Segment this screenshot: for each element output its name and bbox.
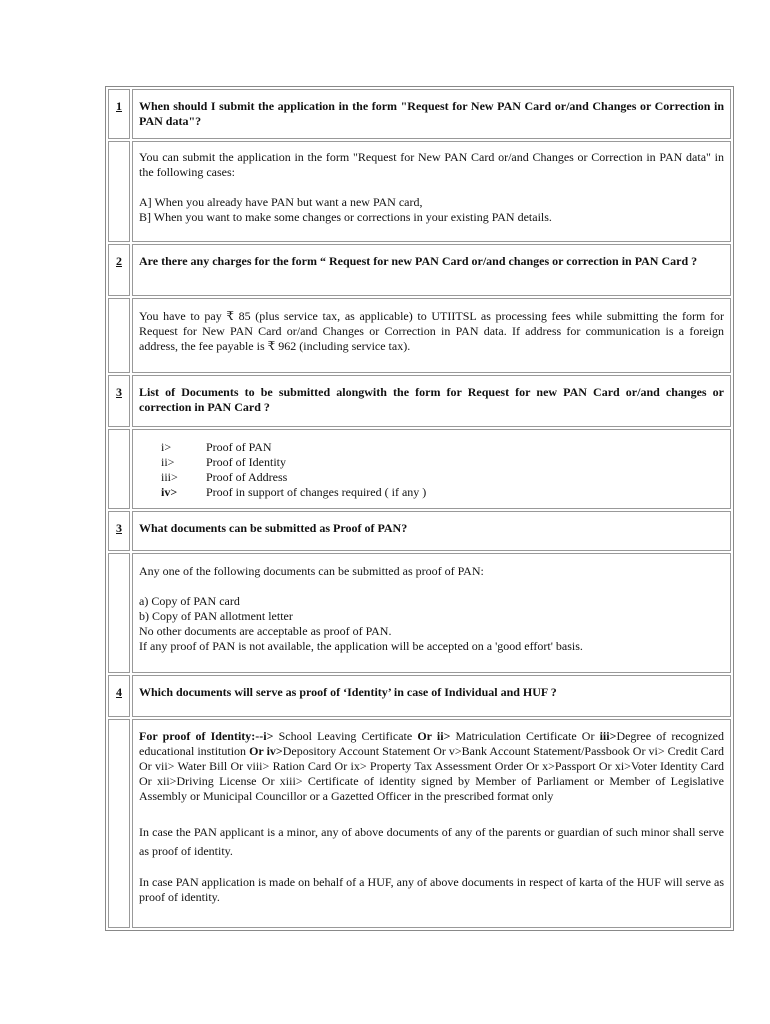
answer-cell xyxy=(132,298,731,373)
question-number: 3 xyxy=(108,511,130,551)
list-item xyxy=(161,470,426,485)
text: School Leaving Certificate xyxy=(273,729,418,743)
faq-row-answer-3 xyxy=(108,429,731,509)
faq-row-question-4 xyxy=(108,675,731,717)
faq-table xyxy=(105,86,734,931)
faq-row-question-3 xyxy=(108,375,731,427)
bold-text: iii> xyxy=(599,729,617,743)
list-item-number: iii> xyxy=(161,470,178,484)
empty-cell xyxy=(108,429,130,509)
faq-row-question-3b xyxy=(108,511,731,551)
list-item-number: i> xyxy=(161,440,172,454)
answer-text: You can submit the application in the form "Request for New PAN Card or/and Changes or Correction in PAN data" in the following cases: xyxy=(139,150,724,179)
document-list xyxy=(161,440,426,500)
answer-text xyxy=(139,729,724,804)
faq-row-answer-1 xyxy=(108,141,731,242)
answer-text: a) Copy of PAN card xyxy=(139,594,240,608)
bold-text: Or iv> xyxy=(249,744,283,758)
bold-text: For proof of Identity:--i> xyxy=(139,729,274,743)
answer-text: Any one of the following documents can be submitted as proof of PAN: xyxy=(139,564,484,578)
list-item xyxy=(161,455,426,470)
question-text: What documents can be submitted as Proof of PAN? xyxy=(132,511,731,551)
empty-cell xyxy=(108,141,130,242)
text: Depository Account Statement Or v>Bank Account Statement/Passbook Or vi> Credit Card Or vii> Water Bill Or viii> Ration Card Or ix> Property Tax Assessment Order Or x>Passport Or xi>Voter Identity Card Or xii>Driving License Or xiii> Certificate of identity signed by Member of Parliament or Member of Legislative Assembly or Municipal Councillor or a Gazetted Officer in the prescribed format only xyxy=(139,744,724,803)
list-item-text: Proof of Address xyxy=(206,470,288,484)
question-number: 4 xyxy=(108,675,130,717)
faq-row-question-1 xyxy=(108,89,731,139)
answer-cell xyxy=(132,141,731,242)
list-item-text: Proof in support of changes required ( if any ) xyxy=(206,485,427,499)
list-item-text: Proof of Identity xyxy=(206,455,286,469)
bold-text: Or ii> xyxy=(417,729,451,743)
question-number: 3 xyxy=(108,375,130,427)
answer-text: You have to pay ₹ 85 (plus service tax, as applicable) to UTIITSL as processing fees while submitting the form for Request for New PAN Card or/and Changes or Correction in PAN data. If address for communication is a foreign address, the fee payable is ₹ 962 (including service tax). xyxy=(139,309,724,353)
faq-row-answer-3b xyxy=(108,553,731,673)
empty-cell xyxy=(108,719,130,928)
faq-row-answer-4 xyxy=(108,719,731,928)
question-number: 1 xyxy=(108,89,130,139)
text: Degree of recognized educational institution xyxy=(139,729,724,758)
question-text: Which documents will serve as proof of ‘Identity’ in case of Individual and HUF ? xyxy=(132,675,731,717)
answer-text: In case the PAN applicant is a minor, any of above documents of any of the parents or guardian of such minor shall serve as proof of identity. xyxy=(139,825,724,858)
list-item xyxy=(161,485,426,500)
faq-row-question-2 xyxy=(108,244,731,296)
answer-text: b) Copy of PAN allotment letter xyxy=(139,609,293,623)
answer-text: B] When you want to make some changes or corrections in your existing PAN details. xyxy=(139,210,552,224)
question-text: Are there any charges for the form “ Request for new PAN Card or/and changes or correction in PAN Card ? xyxy=(132,244,731,296)
empty-cell xyxy=(108,553,130,673)
faq-row-answer-2 xyxy=(108,298,731,373)
list-item-number: ii> xyxy=(161,455,175,469)
answer-cell xyxy=(132,719,731,928)
text: Matriculation Certificate Or xyxy=(450,729,600,743)
question-text: List of Documents to be submitted alongwith the form for Request for new PAN Card or/and changes or correction in PAN Card ? xyxy=(132,375,731,427)
question-number: 2 xyxy=(108,244,130,296)
empty-cell xyxy=(108,298,130,373)
list-item-text: Proof of PAN xyxy=(206,440,272,454)
answer-text: A] When you already have PAN but want a new PAN card, xyxy=(139,195,423,209)
answer-text: If any proof of PAN is not available, the application will be accepted on a 'good effort' basis. xyxy=(139,639,583,653)
list-item xyxy=(161,440,426,455)
answer-cell xyxy=(132,553,731,673)
answer-cell xyxy=(132,429,731,509)
list-item-number: iv> xyxy=(161,485,178,499)
answer-text: In case PAN application is made on behalf of a HUF, any of above documents in respect of karta of the HUF will serve as proof of identity. xyxy=(139,875,724,904)
answer-text: No other documents are acceptable as proof of PAN. xyxy=(139,624,392,638)
question-text: When should I submit the application in the form "Request for New PAN Card or/and Changes or Correction in PAN data"? xyxy=(132,89,731,139)
